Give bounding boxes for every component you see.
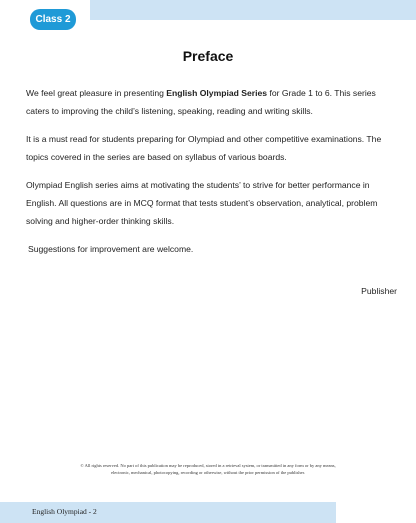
- paragraph-4: Suggestions for improvement are welcome.: [28, 244, 194, 254]
- copyright-notice: [40, 463, 376, 476]
- paragraph-3: Olympiad English series aims at motivating the students’ to strive for better performance in English. All questions are in MCQ format that tests student’s observation, analytical, problem solving and higher-order thinking skills.: [26, 180, 378, 226]
- footer-label: English Olympiad - 2: [32, 507, 97, 516]
- footer-band: [0, 502, 336, 523]
- copyright-line-2: electronic, mechanical, photocopying, recording or otherwise, without the prior permission of the publisher.: [110, 469, 306, 475]
- preface-body: [26, 84, 398, 268]
- paragraph-2: It is a must read for students preparing for Olympiad and other competitive examinations. The topics covered in the series are based on syllabus of various boards.: [26, 134, 382, 162]
- page-title: Preface: [182, 48, 234, 64]
- paragraph-1-lead: We feel great pleasure in presenting: [26, 88, 167, 98]
- publisher-signature: Publisher: [361, 286, 397, 296]
- series-name: English Olympiad Series: [166, 88, 268, 98]
- copyright-line-1: © All rights reserved. No part of this publication may be reproduced, stored in a retrieval system, or transmitted in any form or by any means,: [80, 463, 336, 468]
- paragraph-1-rest: for Grade 1 to 6. This series caters to improving the child’s listening, speaking, reading and writing skills.: [26, 88, 376, 116]
- paragraph-1: [26, 84, 398, 120]
- top-band: [90, 0, 416, 20]
- class-badge: Class 2: [30, 9, 76, 30]
